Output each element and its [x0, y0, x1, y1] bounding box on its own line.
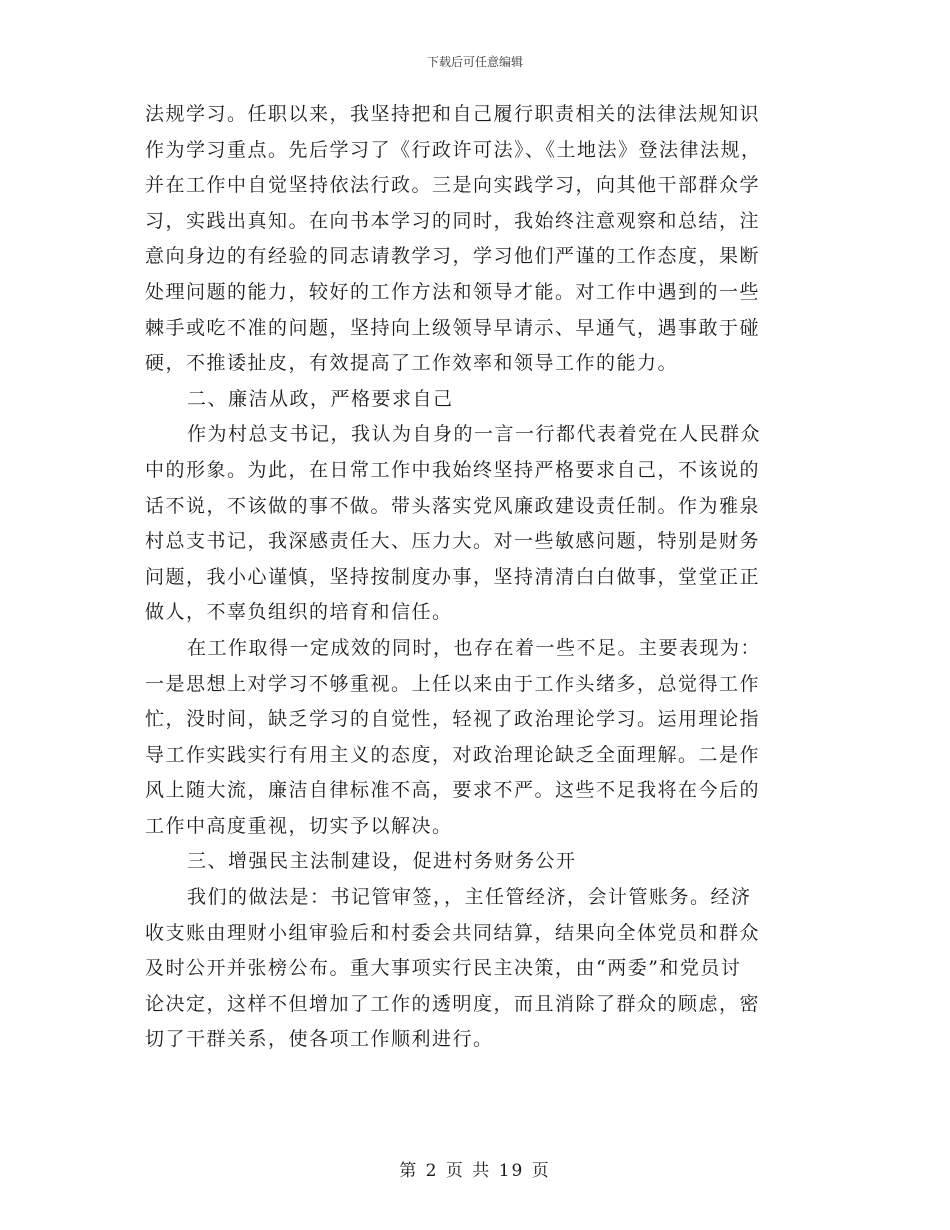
body-line-15: 做人，不辜负组织的培育和信任。 — [145, 601, 453, 624]
body-line-25: 及时公开并张榜公布。重大事项实行民主决策，由“两委”和党员讨 — [145, 957, 742, 980]
page-footer: 第 2 页 共 19 页 — [399, 1161, 551, 1181]
body-line-23: 我们的做法是：书记管审签，，主任管经济，会计管账务。经济 — [187, 886, 752, 909]
body-line-17: 一是思想上对学习不够重视。上任以来由于工作头绪多，总觉得工作 — [145, 672, 761, 695]
body-line-21: 工作中高度重视，切实予以解决。 — [145, 814, 453, 837]
body-line-12: 话不说，不该做的事不做。带头落实党风廉政建设责任制。作为雅泉 — [145, 494, 761, 517]
body-line-1: 法规学习。任职以来，我坚持把和自己履行职责相关的法律法规知识 — [145, 103, 761, 125]
body-line-20: 风上随大流，廉洁自律标准不高，要求不严。这些不足我将在今后的 — [145, 779, 761, 802]
section-heading-2: 二、廉洁从政，严格要求自己 — [187, 387, 454, 410]
body-line-2: 作为学习重点。先后学习了《行政许可法》、《土地法》登法律法规， — [145, 138, 762, 161]
body-line-26: 论决定，这样不但增加了工作的透明度，而且消除了群众的顾虑，密 — [145, 992, 761, 1015]
page-header: 下载后可任意编辑 — [426, 55, 523, 69]
body-line-6: 处理问题的能力，较好的工作方法和领导才能。对工作中遇到的一些 — [145, 280, 761, 303]
body-line-4: 习，实践出真知。在向书本学习的同时，我始终注意观察和总结，注 — [145, 209, 761, 232]
body-line-24: 收支账由理财小组审验后和村委会共同结算，结果向全体党员和群众 — [145, 921, 761, 944]
body-line-3: 并在工作中自觉坚持依法行政。三是向实践学习，向其他干部群众学 — [145, 174, 761, 197]
body-line-14: 问题，我小心谨慎，坚持按制度办事，坚持清清白白做事，堂堂正正 — [145, 565, 761, 588]
body-line-16: 在工作取得一定成效的同时，也存在着一些不足。主要表现为： — [187, 636, 762, 659]
document-body — [145, 97, 805, 1058]
body-line-5: 意向身边的有经验的同志请教学习，学习他们严谨的工作态度，果断 — [145, 245, 761, 268]
body-line-8: 硬，不推诿扯皮，有效提高了工作效率和领导工作的能力。 — [145, 352, 679, 375]
body-line-7: 棘手或吃不准的问题，坚持向上级领导早请示、早通气，遇事敢于碰 — [145, 316, 761, 339]
body-line-18: 忙，没时间，缺乏学习的自觉性，轻视了政治理论学习。运用理论指 — [145, 708, 761, 731]
body-line-27: 切了干群关系，使各项工作顺利进行。 — [145, 1028, 494, 1051]
body-line-10: 作为村总支书记，我认为自身的一言一行都代表着党在人民群众 — [187, 423, 762, 446]
body-line-13: 村总支书记，我深感责任大、压力大。对一些敏感问题，特别是财务 — [145, 530, 761, 553]
body-line-11: 中的形象。为此，在日常工作中我始终坚持严格要求自己，不该说的 — [145, 458, 761, 481]
body-line-19: 导工作实践实行有用主义的态度，对政治理论缺乏全面理解。二是作 — [145, 743, 761, 766]
section-heading-3: 三、增强民主法制建设，促进村务财务公开 — [187, 850, 577, 873]
